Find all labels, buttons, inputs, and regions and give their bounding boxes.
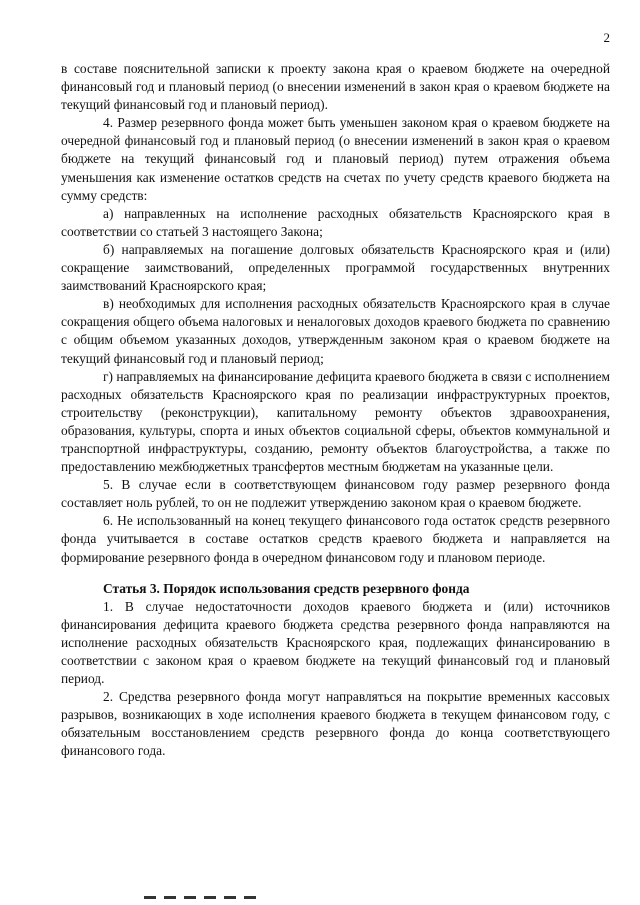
mark <box>164 896 176 899</box>
subitem-a: а) направленных на исполнение расходных обязательств Красноярского края в соответствии со статьей 3 настоящего Закона; <box>61 205 610 239</box>
subitem-g: г) направляемых на финансирование дефицита краевого бюджета в связи с исполнением расходных обязательств Красноярского края по реализации инфраструктурных проектов, строительству (реконструкции), капитальному ремонту объектов здравоохранения, образования, культуры, спорта и иных объектов социальной сферы, объектов коммунальной и транспортной инфраструктуры, созданию, ремонту объектов благоустройства, а также по предоставлению межбюджетных трансфертов местным бюджетам на указанные цели. <box>61 368 610 475</box>
mark <box>204 896 216 899</box>
mark <box>144 896 156 899</box>
paragraph-continuation: в составе пояснительной записки к проекту закона края о краевом бюджете на очередной финансовый год и плановый период (о внесении изменений в закон края о краевом бюджете на текущий финансовый год и плановый период). <box>61 61 610 113</box>
document-body <box>61 60 610 761</box>
mark <box>224 896 236 899</box>
subitem-b: б) направляемых на погашение долговых обязательств Красноярского края и (или) сокращение заимствований, определенных программой государственных внутренних заимствований Красноярского края; <box>61 241 610 294</box>
article-3-item-2: 2. Средства резервного фонда могут направляться на покрытие временных кассовых разрывов, возникающих в ходе исполнения краевого бюджета в текущем финансовом году, с обязательным восстановлением средств резервного фонда до конца соответствующего финансового года. <box>61 689 610 759</box>
paragraph-item-6: 6. Не использованный на конец текущего финансового года остаток средств резервного фонда учитывается в составе остатков средств краевого бюджета и направляется на формирование резервного фонда в очередном финансовом году и плановом периоде. <box>61 513 610 565</box>
article-3-heading: Статья 3. Порядок использования средств резервного фонда <box>103 580 470 596</box>
subitem-v: в) необходимых для исполнения расходных обязательств Красноярского края в случае сокращения общего объема налоговых и неналоговых доходов краевого бюджета по сравнению с общим объемом указанных доходов, утвержденным законом края о краевом бюджете на текущий финансовый год и плановый период; <box>61 296 610 366</box>
scan-artifact-marks <box>144 896 274 902</box>
mark <box>244 896 256 899</box>
article-3-item-1: 1. В случае недостаточности доходов краевого бюджета и (или) источников финансирования дефицита краевого бюджета средства резервного фонда направляются на исполнение расходных обязательств Красноярского края, подлежащих финансированию в соответствии с законом края о краевом бюджете на текущий финансовый год и плановый период. <box>61 598 610 687</box>
paragraph-item-5: 5. В случае если в соответствующем финансовом году размер резервного фонда составляет ноль рублей, то он не подлежит утверждению законом края о краевом бюджете. <box>61 477 610 511</box>
page-number: 2 <box>603 30 610 45</box>
paragraph-item-4: 4. Размер резервного фонда может быть уменьшен законом края о краевом бюджете на очередной финансовый год и плановый период (о внесении изменений в закон края о краевом бюджете на текущий финансовый год и плановый период) путем отражения объема уменьшения как изменение остатков средств на счетах по учету средств краевого бюджета на сумму средств: <box>61 115 610 203</box>
mark <box>184 896 196 899</box>
